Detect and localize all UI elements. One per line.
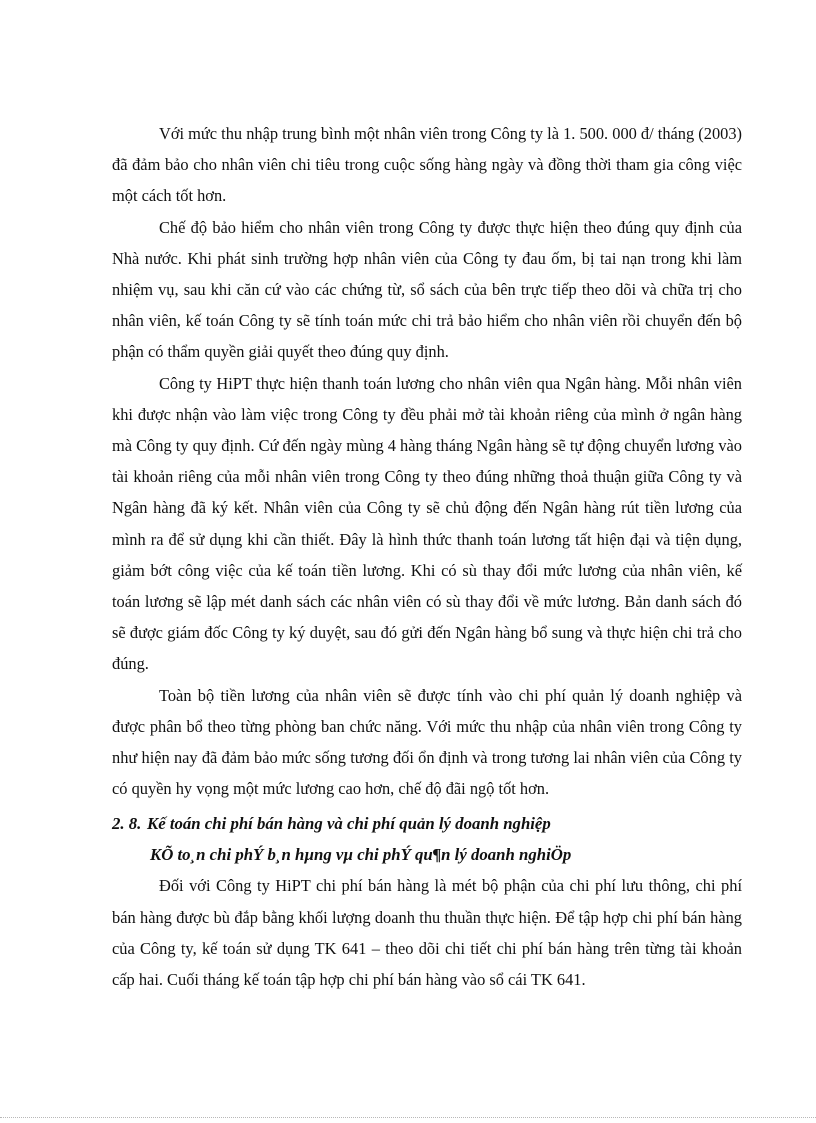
section-number: 2. 8.: [112, 814, 142, 834]
paragraph-salary-allocation: Toàn bộ tiền lương của nhân viên sẽ được tính vào chi phí quản lý doanh nghiệp và được phân bổ theo từng phòng ban chức năng. Với mức thu nhập của nhân viên trong Công ty như hiện nay đã đảm bảo mức sống tương đối ổn định và trong tương lai nhân viên của Công ty có quyền hy vọng một mức lương cao hơn, chế độ đãi ngộ tốt hơn.: [112, 685, 742, 799]
page-bottom-divider: [0, 1117, 816, 1118]
paragraph-income: Với mức thu nhập trung bình một nhân viên trong Công ty là 1. 500. 000 đ/ tháng (2003) đã đảm bảo cho nhân viên chi tiêu trong cuộc sống hàng ngày và đồng thời tham gia công việc một cách tốt hơn.: [112, 124, 742, 206]
section-title-garbled: KÕ to¸n chi phÝ b¸n hµng vµ chi phÝ qu¶n lý doanh nghiÖp: [150, 845, 572, 865]
section-title: Kế toán chi phí bán hàng và chi phí quản lý doanh nghiệp: [147, 814, 551, 834]
paragraph-salary-payment: Công ty HiPT thực hiện thanh toán lương cho nhân viên qua Ngân hàng. Mỗi nhân viên khi được nhận vào làm việc trong Công ty đều phải mở tài khoản riêng của mình ở ngân hàng mà Công ty quy định. Cứ đến ngày mùng 4 hàng tháng Ngân hàng sẽ tự động chuyển lương vào tài khoản riêng của mỗi nhân viên trong Công ty theo đúng những thoả thuận giữa Công ty và Ngân hàng đã ký kết. Nhân viên của Công ty sẽ chủ động đến Ngân hàng rút tiền lương của mình ra để sử dụng khi cần thiết. Đây là hình thức thanh toán lương tất hiện đại và tiện dụng, giảm bớt công việc của kế toán tiền lương. Khi có sù thay đổi mức lương của nhân viên, kế toán lương sẽ lập mét danh sách các nhân viên có sù thay đổi về mức lương. Bản danh sách đó sẽ được giám đốc Công ty ký duyệt, sau đó gửi đến Ngân hàng bổ sung và thực hiện chi trả cho đúng.: [112, 373, 742, 674]
document-body: [112, 118, 742, 995]
paragraph-selling-expenses: Đối với Công ty HiPT chi phí bán hàng là mét bộ phận của chi phí lưu thông, chi phí bán hàng được bù đắp bằng khối lượng doanh thu thuần thực hiện. Để tập hợp chi phí bán hàng của Công ty, kế toán sử dụng TK 641 – theo dõi chi tiết chi phí bán hàng trên từng tài khoản cấp hai. Cuối tháng kế toán tập hợp chi phí bán hàng vào sổ cái TK 641.: [112, 876, 742, 990]
section-heading: [112, 808, 742, 870]
paragraph-insurance: Chế độ bảo hiểm cho nhân viên trong Công ty được thực hiện theo đúng quy định của Nhà nước. Khi phát sinh trường hợp nhân viên của Công ty đau ốm, bị tai nạn trong khi làm nhiệm vụ, sau khi căn cứ vào các chứng từ, sổ sách của bên trực tiếp theo dõi và chữa trị cho nhân viên, kế toán Công ty sẽ tính toán mức chi trả bảo hiểm cho nhân viên rồi chuyển đến bộ phận có thẩm quyền giải quyết theo đúng quy định.: [112, 217, 742, 362]
